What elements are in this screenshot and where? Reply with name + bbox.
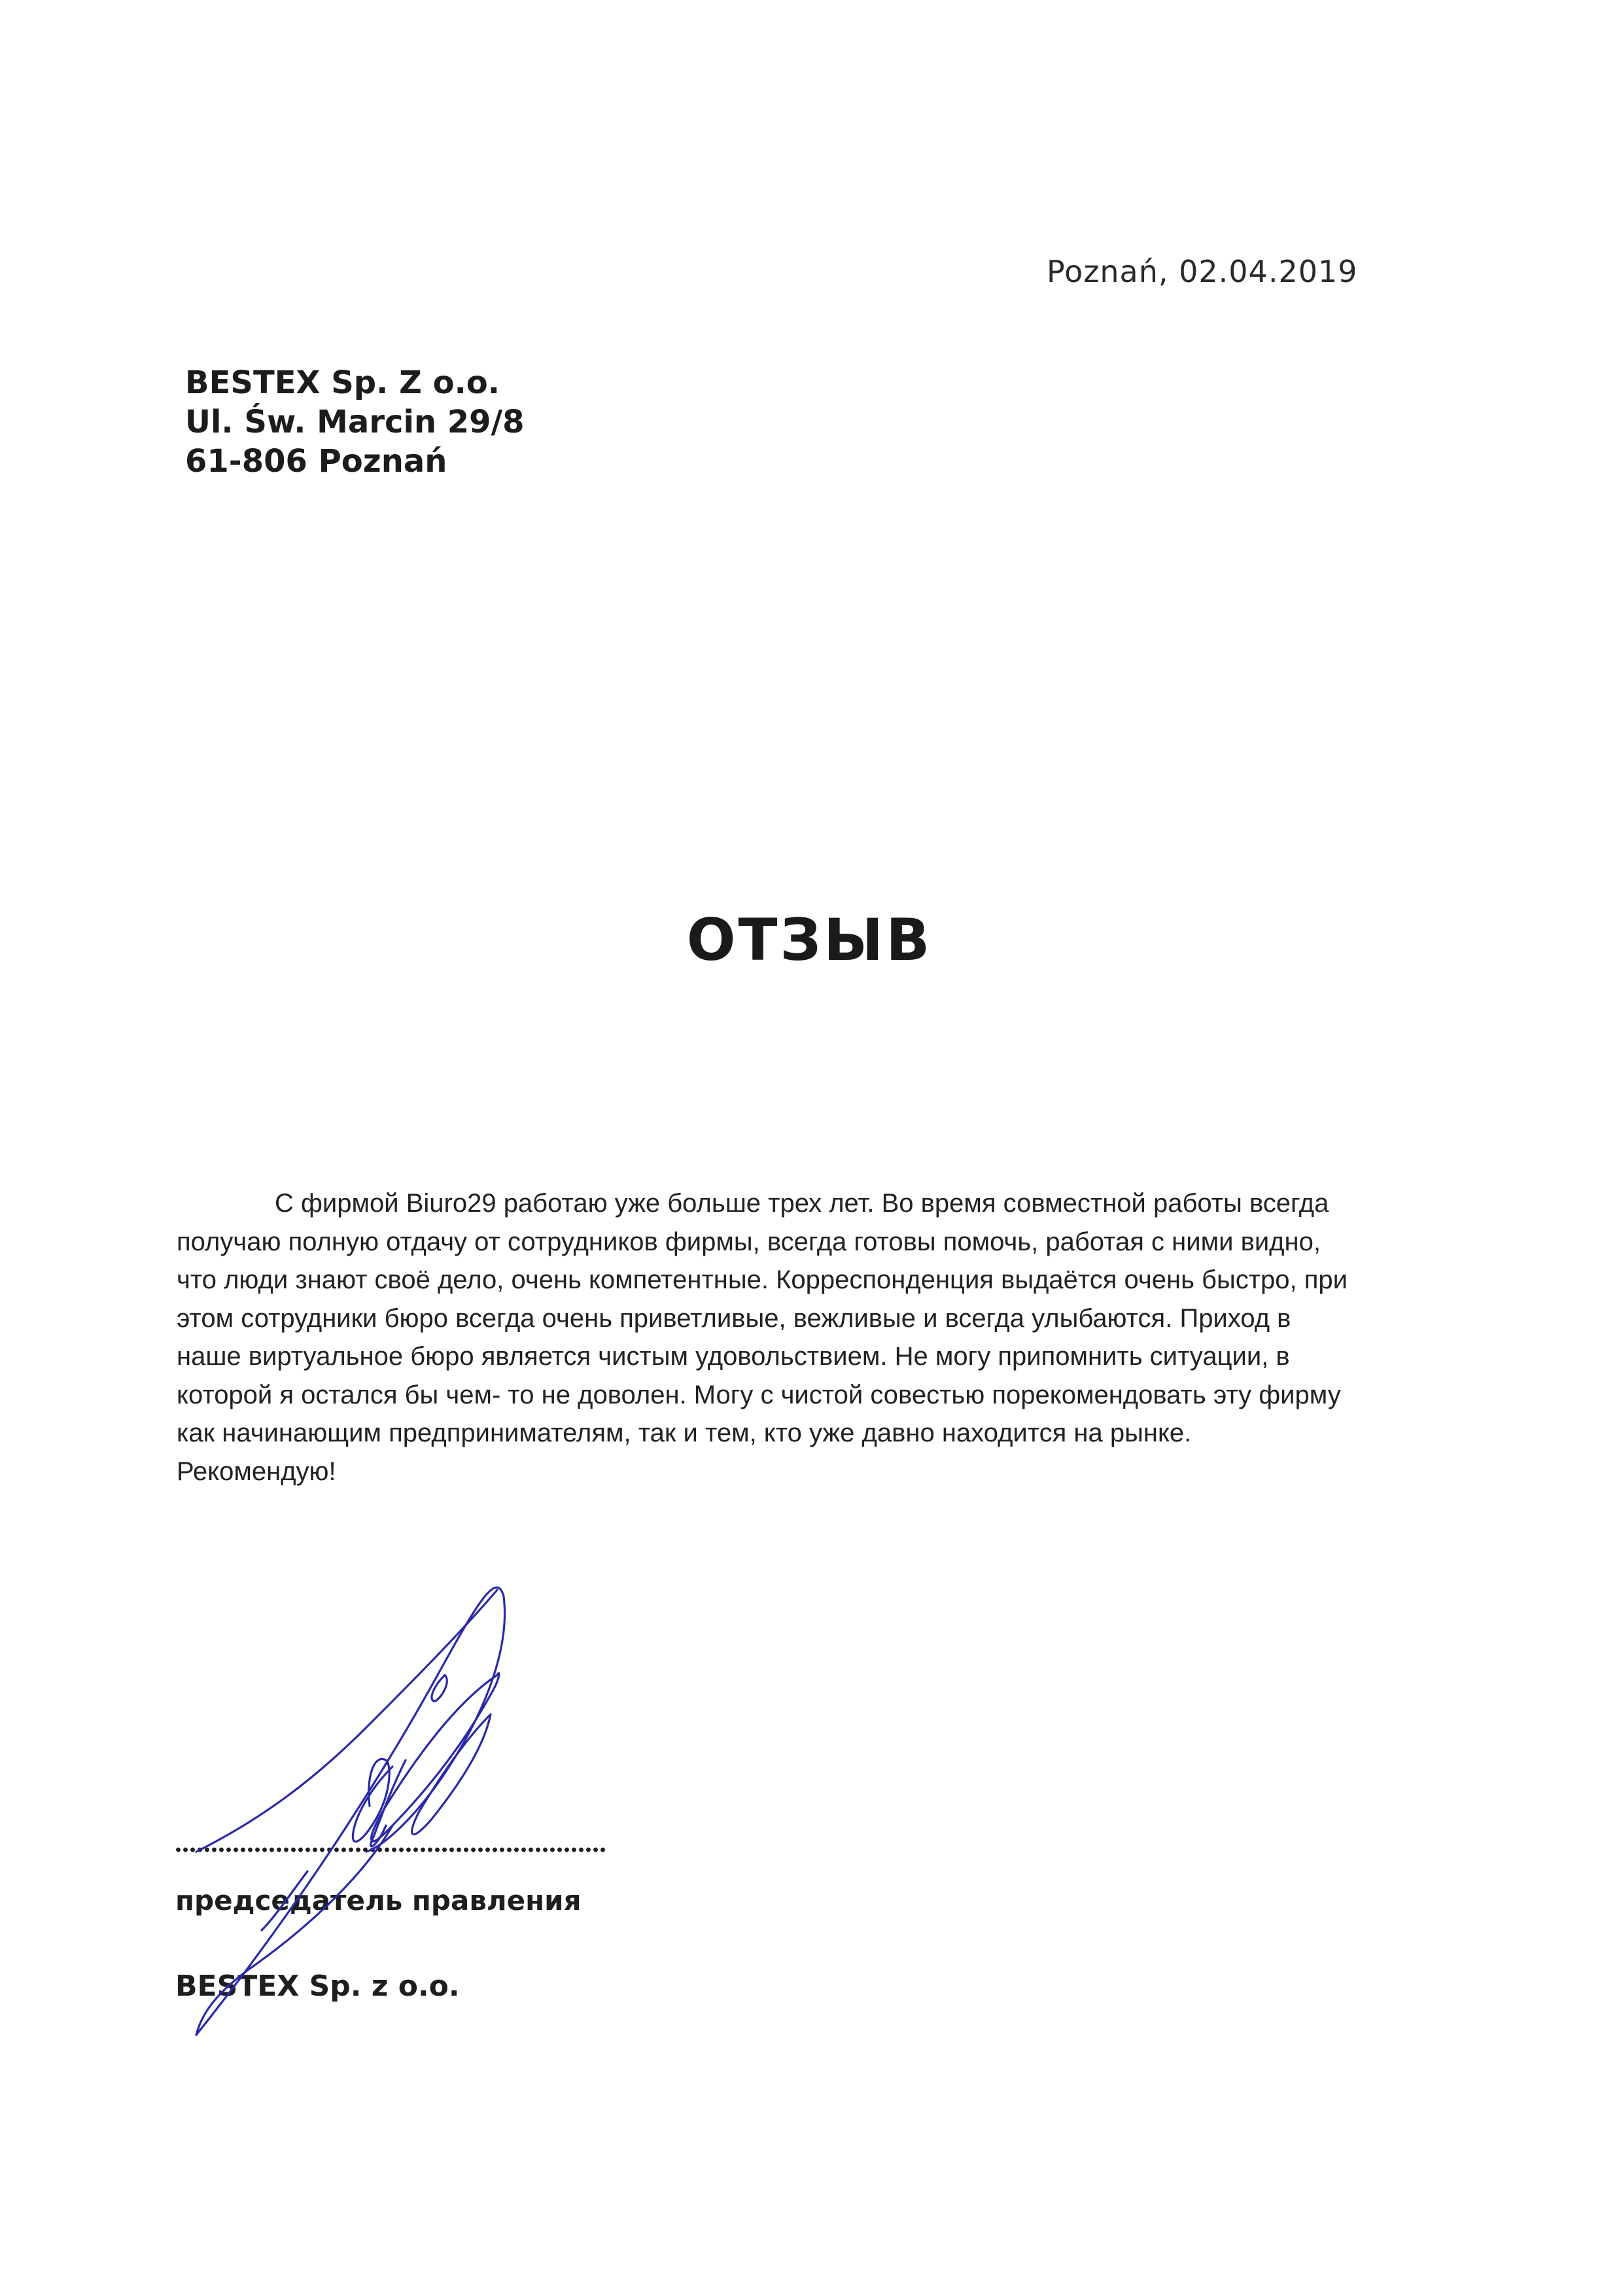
body-line: что люди знают своё дело, очень компетентные. Корреспонденция выдаётся очень быстро, при bbox=[177, 1265, 1348, 1294]
signature-dotted-line bbox=[175, 1846, 606, 1853]
signatory-company: BESTEX Sp. z o.o. bbox=[175, 1969, 460, 2003]
letter-date: Poznań, 02.04.2019 bbox=[1047, 254, 1358, 289]
signatory-position: председатель правления bbox=[175, 1884, 582, 1916]
body-line: наше виртуальное бюро является чистым удовольствием. Не могу припомнить ситуации, в bbox=[177, 1342, 1290, 1371]
body-line: С фирмой Biuro29 работаю уже больше трех лет. Во время совместной работы всегда bbox=[275, 1189, 1329, 1218]
address-line-city: 61-806 Poznań bbox=[185, 443, 447, 480]
document-title: ОТЗЫВ bbox=[686, 906, 933, 974]
body-line: этом сотрудники бюро всегда очень приветливые, вежливые и всегда улыбаются. Приход в bbox=[177, 1303, 1291, 1333]
body-line: как начинающим предпринимателям, так и тем, кто уже давно находится на рынке. bbox=[177, 1419, 1192, 1447]
testimonial-body bbox=[177, 1184, 1419, 1491]
address-line-company: BESTEX Sp. Z o.o. bbox=[185, 364, 500, 401]
recipient-address bbox=[185, 363, 525, 481]
body-line: получаю полную отдачу от сотрудников фирмы, всегда готовы помочь, работая с ними видно, bbox=[177, 1227, 1321, 1256]
address-line-street: Ul. Św. Marcin 29/8 bbox=[185, 404, 525, 440]
body-line: которой я остался бы чем- то не доволен. Могу с чистой совестью порекомендовать эту фирму bbox=[177, 1380, 1341, 1409]
body-line: Рекомендую! bbox=[177, 1457, 336, 1486]
